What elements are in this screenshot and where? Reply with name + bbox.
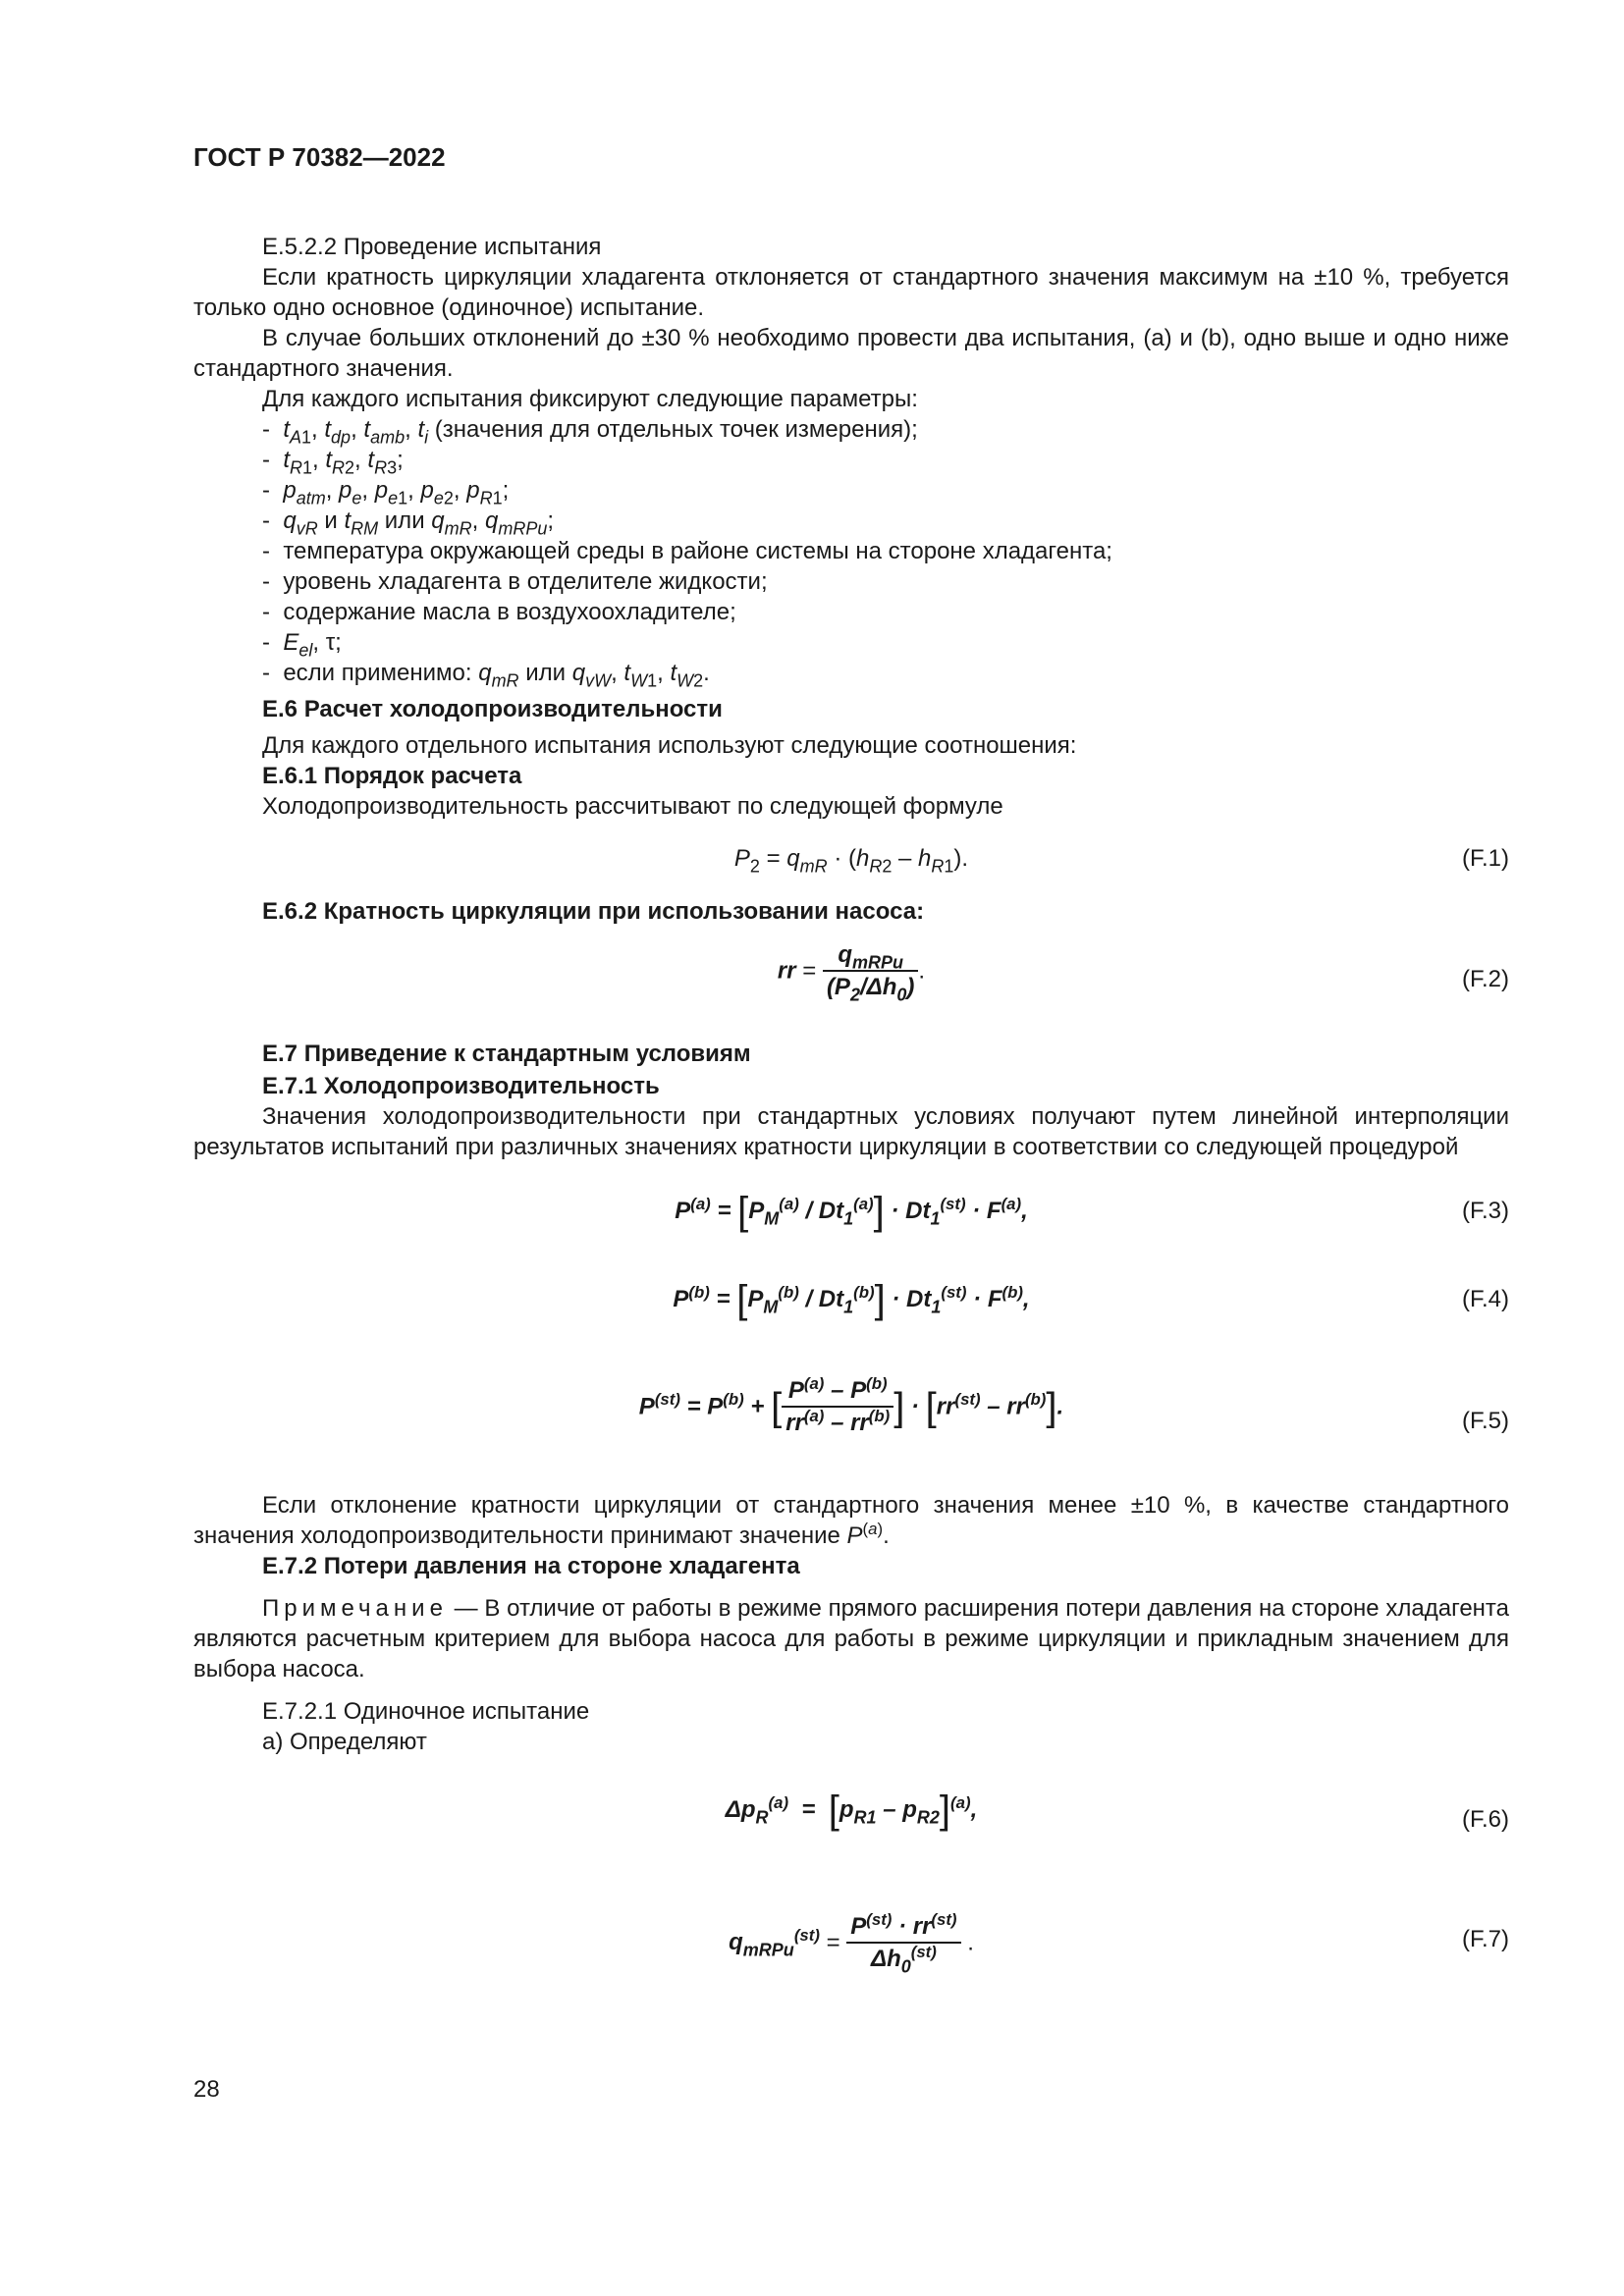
list-item: - содержание масла в воздухоохладителе; (262, 597, 1509, 627)
parameter-list (193, 414, 1509, 691)
list-item: - если применимо: $q_{mR}$ или $q_{vW}$, $t_{W1}$, $t_{W2}$. (262, 658, 1509, 688)
equation-number: (F.4) (1462, 1286, 1509, 1312)
heading-e6: Е.6 Расчет холодопроизводительности (262, 696, 723, 722)
list-item: - температура окружающей среды в районе системы на стороне хладагента; (262, 536, 1509, 566)
equation-formula: $P_2 = q_{mR} \cdot (h_{R2} - h_{R1})$. (733, 845, 969, 877)
list-item: - $q_{vR}$ и $t_{RM}$ или $q_{mR}$, $q_{mRPu}$; (262, 506, 1509, 536)
list-item: - $E_{el}$, τ; (262, 627, 1509, 658)
heading-e522: Е.5.2.2 Проведение испытания (262, 234, 602, 260)
equation-formula: $P^{(a)} = [P_M^{(a)} / Dt_1^{(a)}] \cdot Dt_1^{(st)} \cdot F^{(a)}$, (675, 1190, 1028, 1234)
equation-number: (F.5) (1462, 1408, 1509, 1434)
equation-formula: $\Delta p_R^{(a)} = [p_{R1} - p_{R2}]^{(a)}$, (725, 1789, 978, 1833)
equation-f7 (193, 1898, 1509, 1987)
equation-number: (F.2) (1462, 966, 1509, 992)
note: Примечание — В отличие от работы в режиме прямого расширения потери давления на стороне хладагента являются расчетным критерием для выбора насоса для работы в режиме циркуляции и прикладным значением для выбора насоса. (193, 1595, 1509, 1682)
list-item-a: а) Определяют (262, 1729, 427, 1755)
paragraph: В случае больших отклонений до ±30 % необходимо провести два испытания, (а) и (b), одно выше и одно ниже стандартного значения. (193, 325, 1509, 382)
paragraph: Если отклонение кратности циркуляции от стандартного значения менее ±10 %, в качестве стандартного значения холодопроизводительности принимают значение $P^{(a)}$. (193, 1492, 1509, 1549)
list-item: - $t_{A1}$, $t_{dp}$, $t_{amb}$, $t_i$ (значения для отдельных точек измерения); (262, 414, 1509, 445)
equation-formula: $P^{(st)} = P^{(b)}$ + [ $\frac{P^{(a)} - P^{(b)}}{rr^{(a)} - rr^{(b)}}$ ] · $[rr^{(st)} - rr^{(b)}]$. (638, 1373, 1064, 1436)
equation-f4 (193, 1270, 1509, 1359)
heading-e7221: Е.7.2.1 Одиночное испытание (262, 1698, 590, 1725)
list-item: - $t_{R1}$, $t_{R2}$, $t_{R3}$; (262, 445, 1509, 475)
equation-formula: $q_{mRPu}^{(st)}$ = $\frac{P^{(st)} \cdot rr^{(st)}}{\Delta h_0^{(st)}}$ . (729, 1909, 974, 1977)
equation-f5 (193, 1372, 1509, 1470)
equation-formula: rr = $\frac{q_{mRPu}}{(P_2/\Delta h_0)}$ . (777, 941, 926, 1005)
equation-formula: $P^{(b)} = [P_M^{(b)} / Dt_1^{(b)}] \cdot Dt_1^{(st)} \cdot F^{(b)}$, (673, 1278, 1030, 1322)
equation-f3 (193, 1182, 1509, 1260)
equation-number: (F.7) (1462, 1926, 1509, 1952)
heading-e71: Е.7.1 Холодопроизводительность (262, 1073, 660, 1099)
paragraph: Значения холодопроизводительности при стандартных условиях получают путем линейной интерполяции результатов испытаний при различных значениях кратности циркуляции в соответствии со следующей процедурой (193, 1103, 1509, 1160)
paragraph: Если кратность циркуляции хладагента отклоняется от стандартного значения максимум на ±10 %, требуется только одно основное (одиночное) испытание. (193, 264, 1509, 321)
list-item: - $p_{atm}$, $p_e$, $p_{e1}$, $p_{e2}$, $p_{R1}$; (262, 475, 1509, 506)
paragraph: Холодопроизводительность рассчитывают по следующей формуле (262, 793, 1003, 820)
heading-e72: Е.7.2 Потери давления на стороне хладагента (262, 1553, 800, 1579)
equation-number: (F.3) (1462, 1198, 1509, 1224)
heading-e62: Е.6.2 Кратность циркуляции при использовании насоса: (262, 898, 925, 925)
heading-e7: Е.7 Приведение к стандартным условиям (262, 1041, 751, 1067)
page-number: 28 (193, 2076, 220, 2103)
paragraph: Для каждого отдельного испытания используют следующие соотношения: (262, 732, 1077, 759)
equation-f6 (193, 1781, 1509, 1859)
heading-e61: Е.6.1 Порядок расчета (262, 763, 522, 789)
equation-number: (F.6) (1462, 1806, 1509, 1833)
equation-f2 (193, 940, 1509, 1025)
equation-number: (F.1) (1462, 845, 1509, 872)
equation-f1 (193, 829, 1509, 890)
document-page (193, 142, 1509, 1987)
list-item: - уровень хладагента в отделителе жидкости; (262, 566, 1509, 597)
document-header: ГОСТ Р 70382—2022 (193, 142, 446, 172)
paragraph: Для каждого испытания фиксируют следующие параметры: (262, 386, 918, 412)
